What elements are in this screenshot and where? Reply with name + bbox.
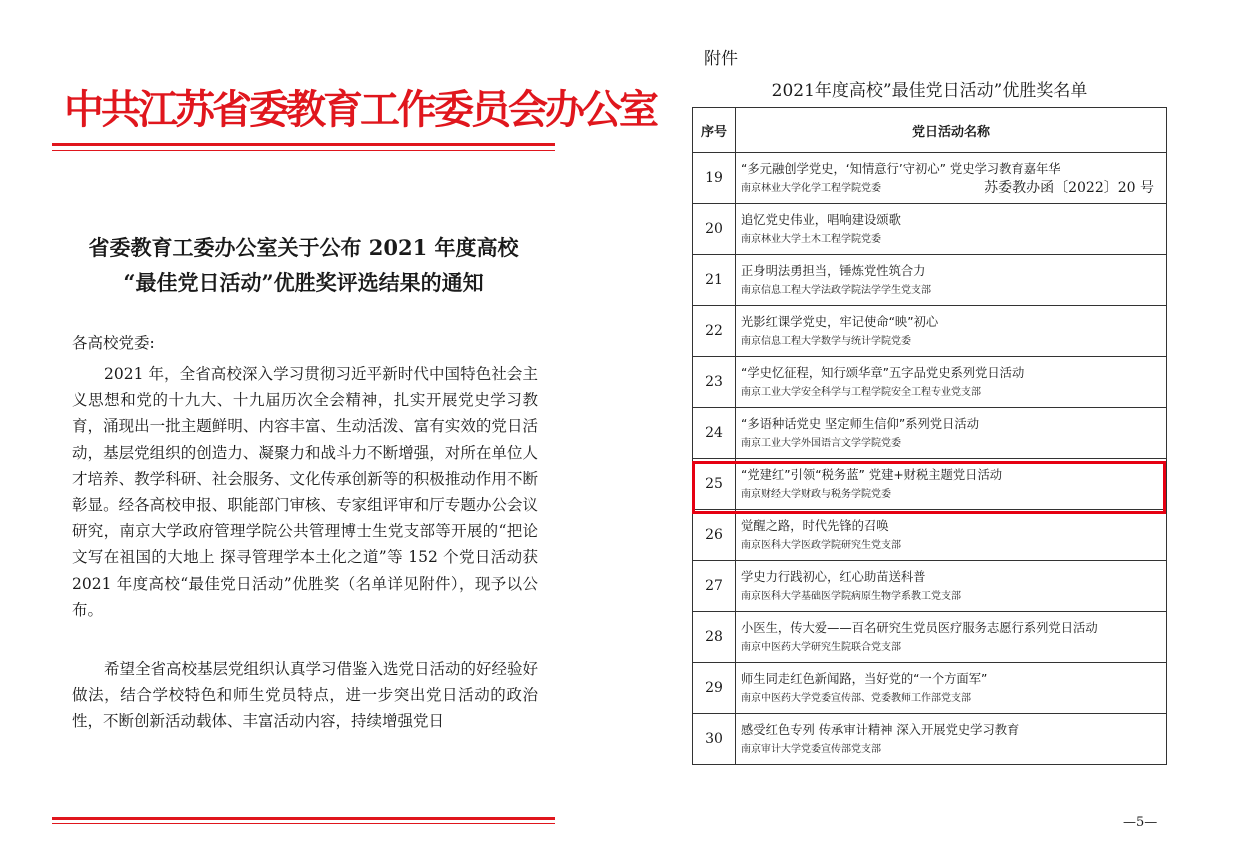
row-content	[736, 510, 1167, 561]
footer-rule-thin	[52, 823, 555, 824]
document-number: 苏委教办函〔2022〕20 号	[984, 180, 1154, 196]
table-row-highlighted	[693, 459, 1167, 510]
notice-title-line-2: “最佳党日活动”优胜奖评选结果的通知	[123, 270, 484, 295]
activity-name: “学史忆征程，知行颂华章”五字品党史系列党日活动	[741, 365, 1025, 380]
header-rule-thick	[52, 143, 555, 146]
table-row	[693, 612, 1167, 663]
row-content	[736, 408, 1167, 459]
row-content	[736, 153, 1167, 204]
body-paragraph-2: 希望全省高校基层党组织认真学习借鉴入选党日活动的好经验好做法，结合学校特色和师生党员特点，进一步突出党日活动的政治性，不断创新活动载体、丰富活动内容，持续增强党日	[72, 660, 539, 731]
table-row	[693, 561, 1167, 612]
row-content	[736, 306, 1167, 357]
row-number: 27	[693, 561, 736, 612]
activity-name: 师生同走红色新闻路，当好党的“一个方面军”	[741, 671, 988, 686]
table-row	[693, 510, 1167, 561]
row-content	[736, 255, 1167, 306]
header-rule-thin	[52, 150, 555, 151]
row-content	[736, 357, 1167, 408]
row-number: 24	[693, 408, 736, 459]
row-number: 23	[693, 357, 736, 408]
activity-name: 正身明法勇担当，锤炼党性筑合力	[741, 263, 926, 278]
activity-org: 南京林业大学土木工程学院党委	[741, 233, 881, 245]
activity-name: 感受红色专列 传承审计精神 深入开展党史学习教育	[741, 722, 1020, 737]
activity-org: 南京中医药大学研究生院联合党支部	[741, 641, 901, 653]
row-content	[736, 459, 1167, 510]
row-number: 19	[693, 153, 736, 204]
table-row	[693, 204, 1167, 255]
row-number: 26	[693, 510, 736, 561]
row-content	[736, 714, 1167, 765]
row-number: 22	[693, 306, 736, 357]
body-paragraph-1: 2021 年，全省高校深入学习贯彻习近平新时代中国特色社会主义思想和党的十九大、十九届历次全会精神，扎实开展党史学习教育，涌现出一批主题鲜明、内容丰富、生动活泼、富有实效的党日活动，基层党组织的创造力、凝聚力和战斗力不断增强，对所在单位人才培养、教学科研、社会服务、文化传承创新等的积极推动作用不断彰显。经各高校申报、职能部门审核、专家组评审和厅专题办公会议研究，南京大学政府管理学院公共管理博士生党支部等开展的“把论文写在祖国的大地上 探寻管理学本土化之道”等 152 个党日活动获 2021 年度高校“最佳党日活动”优胜奖（名单详见附件），现予以公布。	[72, 365, 538, 619]
table-row	[693, 255, 1167, 306]
list-title: 2021年度高校”最佳党日活动”优胜奖名单	[771, 81, 1088, 101]
row-number: 28	[693, 612, 736, 663]
row-content	[736, 663, 1167, 714]
activity-org: 南京信息工程大学数学与统计学院党委	[741, 335, 911, 347]
activity-name: 小医生，传大爱——百名研究生党员医疗服务志愿行系列党日活动	[741, 620, 1098, 635]
row-content	[736, 204, 1167, 255]
row-number: 30	[693, 714, 736, 765]
activity-name: “多元融创学党史，‘知情意行’守初心” 党史学习教育嘉年华	[741, 161, 1061, 176]
activity-org: 南京财经大学财政与税务学院党委	[741, 488, 891, 500]
table-row	[693, 408, 1167, 459]
activity-name: 光影红课学党史，牢记使命“映”初心	[741, 314, 939, 329]
activity-org: 南京林业大学化学工程学院党委	[741, 182, 881, 194]
column-header-name: 党日活动名称	[736, 108, 1167, 153]
table-header-row	[693, 108, 1167, 153]
activity-org: 南京工业大学安全科学与工程学院安全工程专业党支部	[741, 386, 981, 398]
awards-table	[692, 107, 1167, 765]
row-number: 21	[693, 255, 736, 306]
table-row	[693, 357, 1167, 408]
table-row	[693, 153, 1167, 204]
activity-org: 南京医科大学医政学院研究生党支部	[741, 539, 901, 551]
org-header: 中共江苏省委教育工作委员会办公室	[64, 87, 656, 133]
row-number: 20	[693, 204, 736, 255]
row-number: 29	[693, 663, 736, 714]
notice-title-line-1: 省委教育工委办公室关于公布 2021 年度高校	[88, 235, 519, 260]
salutation: 各高校党委:	[72, 334, 155, 352]
table-row	[693, 663, 1167, 714]
activity-name: 觉醒之路，时代先锋的召唤	[741, 518, 889, 533]
activity-org: 南京工业大学外国语言文学学院党委	[741, 437, 901, 449]
activity-name: 追忆党史伟业，唱响建设颂歌	[741, 212, 901, 227]
attachment-label: 附件	[704, 49, 738, 69]
row-number: 25	[693, 459, 736, 510]
activity-org: 南京审计大学党委宣传部党支部	[741, 743, 881, 755]
activity-org: 南京信息工程大学法政学院法学学生党支部	[741, 284, 931, 296]
activity-name: 学史力行践初心，红心助苗送科普	[741, 569, 926, 584]
table-row	[693, 714, 1167, 765]
activity-name: “多语种话党史 坚定师生信仰”系列党日活动	[741, 416, 979, 431]
column-header-num: 序号	[693, 108, 736, 153]
page-number: —5—	[1123, 815, 1158, 830]
row-content	[736, 561, 1167, 612]
row-content	[736, 612, 1167, 663]
activity-name: “党建红”引领“税务蓝” 党建+财税主题党日活动	[741, 467, 1003, 482]
table-row	[693, 306, 1167, 357]
footer-rule-thick	[52, 817, 555, 820]
activity-org: 南京中医药大学党委宣传部、党委教师工作部党支部	[741, 692, 971, 704]
activity-org: 南京医科大学基础医学院病原生物学系教工党支部	[741, 590, 961, 602]
